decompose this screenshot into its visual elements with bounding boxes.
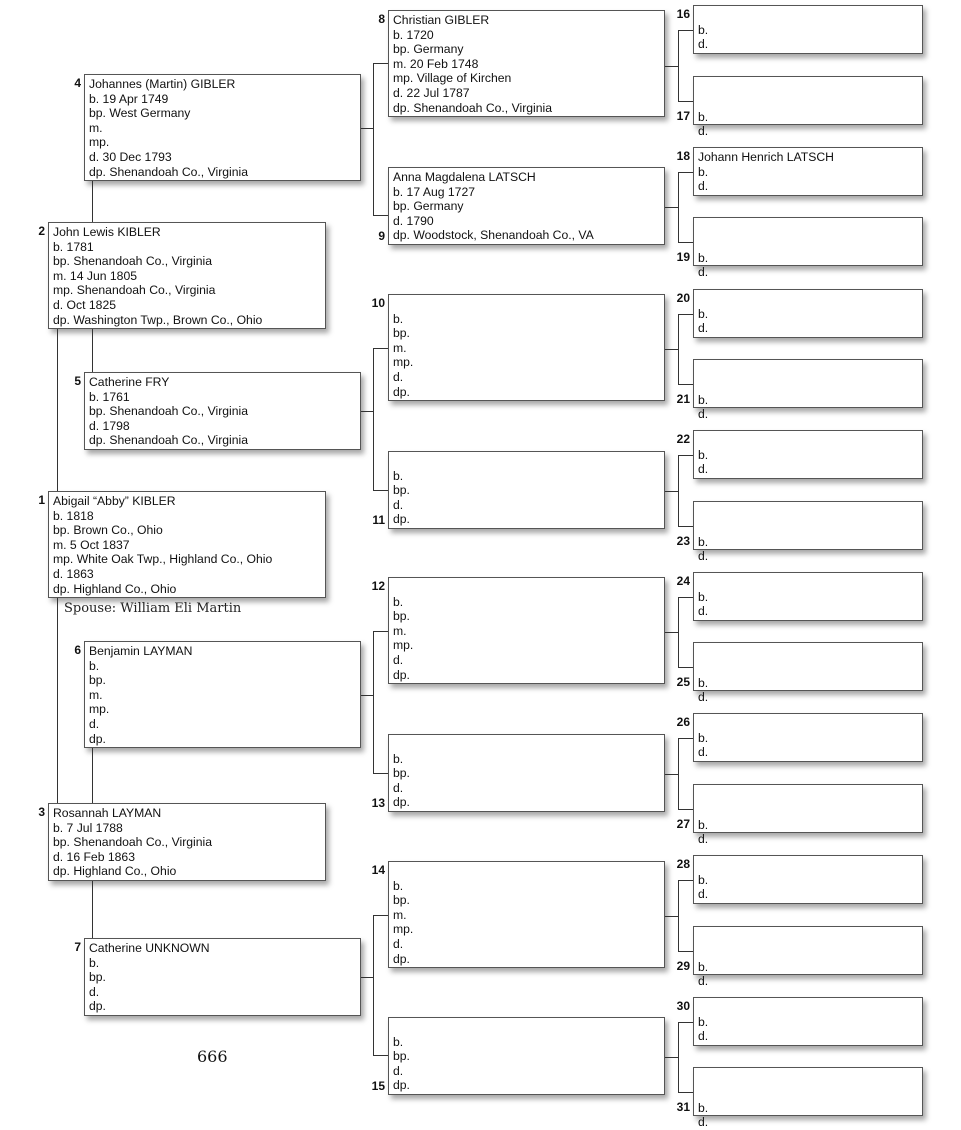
- person-number: 14: [371, 863, 385, 877]
- person-box-23[interactable]: [693, 501, 923, 564]
- connector-line: [678, 597, 679, 667]
- blank-name-line: [698, 858, 918, 873]
- connector-line: [373, 773, 388, 774]
- person-fact: b.: [393, 468, 404, 483]
- person-fact: d.: [393, 780, 404, 795]
- connector-line: [678, 1022, 693, 1023]
- person-fact: bp. Shenandoah Co., Virginia: [53, 254, 213, 269]
- blank-name-line: [393, 864, 660, 879]
- person-number: 6: [74, 643, 81, 657]
- person-number: 8: [378, 12, 385, 26]
- connector-line: [373, 631, 388, 632]
- person-fact: m.: [393, 907, 407, 922]
- person-fact: d.: [698, 690, 709, 705]
- person-fact: b.: [393, 1034, 404, 1049]
- person-fact: d. 16 Feb 1863: [53, 849, 135, 864]
- person-box-7[interactable]: [84, 938, 361, 1016]
- connector-line: [373, 63, 388, 64]
- person-fact: bp.: [393, 893, 410, 908]
- person-fact: d. 22 Jul 1787: [393, 85, 470, 100]
- person-box-5[interactable]: [84, 372, 361, 450]
- blank-name-line: [698, 661, 918, 676]
- person-fact: b.: [698, 534, 709, 549]
- person-name: Johannes (Martin) GIBLER: [89, 77, 236, 91]
- person-fact: d.: [393, 1063, 404, 1078]
- person-box-25[interactable]: [693, 642, 923, 705]
- connector-line: [678, 101, 693, 102]
- connector-line: [373, 348, 388, 349]
- person-fact: b.: [698, 872, 709, 887]
- connector-line: [678, 314, 679, 384]
- person-fact: mp. Shenandoah Co., Virginia: [53, 283, 216, 298]
- person-name: Anna Magdalena LATSCH: [393, 170, 536, 184]
- spouse-label: Spouse: William Eli Martin: [64, 601, 242, 616]
- person-fact: m. 14 Jun 1805: [53, 268, 138, 283]
- person-fact: mp. White Oak Twp., Highland Co., Ohio: [53, 552, 273, 567]
- connector-line: [678, 1092, 693, 1093]
- connector-line: [92, 329, 93, 372]
- person-fact: d.: [698, 1029, 709, 1044]
- person-fact: mp. Village of Kirchen: [393, 71, 512, 86]
- blank-name-line: [393, 454, 660, 469]
- person-number: 9: [378, 229, 385, 243]
- person-fact: bp.: [393, 609, 410, 624]
- person-fact: b.: [698, 109, 709, 124]
- page-number: 666: [197, 1047, 228, 1066]
- person-box-3[interactable]: [48, 803, 326, 881]
- person-box-18[interactable]: [693, 147, 923, 196]
- person-name: Johann Henrich LATSCH: [698, 150, 834, 164]
- person-number: 25: [676, 675, 690, 689]
- person-fact: d.: [698, 549, 709, 564]
- person-fact: b.: [393, 594, 404, 609]
- person-fact: dp. Washington Twp., Brown Co., Ohio: [53, 312, 263, 327]
- person-number: 31: [676, 1100, 690, 1114]
- connector-line: [373, 63, 374, 215]
- person-fact: dp. Highland Co., Ohio: [53, 581, 177, 596]
- connector-line: [678, 455, 693, 456]
- person-box-27[interactable]: [693, 784, 923, 847]
- person-fact: bp. Brown Co., Ohio: [53, 523, 163, 538]
- connector-line: [373, 1055, 388, 1056]
- person-fact: b.: [698, 447, 709, 462]
- person-fact: d.: [698, 1115, 709, 1130]
- connector-line: [678, 738, 679, 809]
- person-fact: d. Oct 1825: [53, 297, 117, 312]
- person-fact: d.: [89, 984, 100, 999]
- person-box-20[interactable]: [693, 289, 923, 338]
- person-box-10[interactable]: [388, 294, 665, 401]
- person-number: 23: [676, 534, 690, 548]
- connector-line: [678, 314, 693, 315]
- person-number: 21: [676, 392, 690, 406]
- person-number: 22: [676, 432, 690, 446]
- person-fact: m. 5 Oct 1837: [53, 537, 130, 552]
- person-fact: m. 20 Feb 1748: [393, 56, 479, 71]
- person-fact: mp.: [89, 135, 110, 150]
- person-fact: b.: [393, 751, 404, 766]
- person-number: 11: [372, 513, 385, 527]
- person-fact: d.: [393, 652, 404, 667]
- blank-name-line: [698, 945, 918, 960]
- person-box-16[interactable]: [693, 5, 923, 54]
- person-fact: bp.: [393, 1049, 410, 1064]
- person-fact: bp. Shenandoah Co., Virginia: [89, 404, 249, 419]
- person-box-26[interactable]: [693, 713, 923, 762]
- person-fact: dp. Woodstock, Shenandoah Co., VA: [393, 228, 594, 243]
- connector-line: [678, 1022, 679, 1092]
- person-fact: m.: [89, 120, 103, 135]
- connector-line: [92, 181, 93, 222]
- person-fact: d.: [698, 832, 709, 847]
- person-fact: b. 1781: [53, 239, 94, 254]
- person-fact: b.: [698, 675, 709, 690]
- person-fact: b. 7 Jul 1788: [53, 820, 123, 835]
- person-name: Rosannah LAYMAN: [53, 806, 162, 820]
- person-box-11[interactable]: [388, 451, 665, 529]
- blank-name-line: [698, 378, 918, 393]
- person-fact: dp.: [393, 951, 410, 966]
- person-fact: d. 1863: [53, 566, 94, 581]
- connector-line: [678, 30, 679, 101]
- person-box-22[interactable]: [693, 430, 923, 479]
- person-number: 5: [74, 374, 81, 388]
- person-box-30[interactable]: [693, 997, 923, 1046]
- blank-name-line: [393, 737, 660, 752]
- person-number: 13: [371, 796, 385, 810]
- person-box-13[interactable]: [388, 734, 665, 812]
- person-number: 20: [676, 291, 690, 305]
- person-box-4[interactable]: [84, 74, 361, 181]
- connector-line: [373, 915, 388, 916]
- person-fact: dp.: [393, 1078, 410, 1093]
- person-fact: b.: [698, 164, 709, 179]
- person-fact: dp.: [89, 999, 106, 1014]
- person-number: 1: [38, 493, 45, 507]
- connector-line: [678, 30, 693, 31]
- connector-line: [678, 242, 693, 243]
- person-fact: dp.: [393, 384, 410, 399]
- blank-name-line: [393, 580, 660, 595]
- person-fact: bp.: [89, 673, 106, 688]
- connector-line: [92, 748, 93, 803]
- person-number: 4: [74, 76, 81, 90]
- person-fact: bp.: [393, 326, 410, 341]
- connector-line: [665, 774, 678, 775]
- blank-name-line: [698, 575, 918, 590]
- connector-line: [678, 809, 693, 810]
- connector-line: [678, 667, 693, 668]
- person-fact: d.: [698, 321, 709, 336]
- connector-line: [373, 915, 374, 1055]
- person-fact: b. 1720: [393, 27, 434, 42]
- person-number: 16: [676, 7, 690, 21]
- person-fact: d. 1790: [393, 213, 434, 228]
- connector-line: [361, 411, 373, 412]
- person-fact: d.: [698, 179, 709, 194]
- person-fact: b.: [698, 817, 709, 832]
- connector-line: [665, 349, 678, 350]
- connector-line: [678, 455, 679, 526]
- blank-name-line: [698, 236, 918, 251]
- person-fact: b.: [698, 1014, 709, 1029]
- blank-name-line: [698, 520, 918, 535]
- person-fact: dp.: [393, 667, 410, 682]
- person-fact: bp. West Germany: [89, 106, 191, 121]
- person-box-28[interactable]: [693, 855, 923, 904]
- person-box-12[interactable]: [388, 577, 665, 684]
- connector-line: [678, 172, 679, 242]
- person-box-1[interactable]: [48, 491, 326, 598]
- person-number: 19: [676, 250, 690, 264]
- person-box-9[interactable]: [388, 167, 665, 245]
- blank-name-line: [698, 95, 918, 110]
- connector-line: [57, 598, 58, 803]
- connector-line: [678, 880, 693, 881]
- blank-name-line: [698, 292, 918, 307]
- person-fact: mp.: [393, 922, 414, 937]
- connector-line: [678, 951, 693, 952]
- person-fact: dp.: [89, 731, 106, 746]
- person-fact: mp.: [89, 702, 110, 717]
- blank-name-line: [698, 1000, 918, 1015]
- blank-name-line: [698, 433, 918, 448]
- connector-line: [373, 215, 388, 216]
- person-fact: mp.: [393, 355, 414, 370]
- blank-name-line: [698, 716, 918, 731]
- person-number: 30: [676, 999, 690, 1013]
- person-fact: d.: [698, 124, 709, 139]
- connector-line: [373, 348, 374, 490]
- person-number: 10: [371, 296, 385, 310]
- person-number: 29: [676, 959, 690, 973]
- person-box-31[interactable]: [693, 1067, 923, 1130]
- connector-line: [665, 207, 678, 208]
- person-fact: d.: [89, 716, 100, 731]
- person-name: John Lewis KIBLER: [53, 225, 161, 239]
- person-box-29[interactable]: [693, 926, 923, 989]
- person-fact: d.: [698, 37, 709, 52]
- person-fact: bp. Germany: [393, 199, 464, 214]
- person-fact: d.: [698, 407, 709, 422]
- person-fact: d.: [698, 974, 709, 989]
- person-fact: b. 1818: [53, 508, 94, 523]
- person-fact: dp. Shenandoah Co., Virginia: [89, 164, 249, 179]
- connector-line: [665, 491, 678, 492]
- person-box-14[interactable]: [388, 861, 665, 968]
- person-box-15[interactable]: [388, 1017, 665, 1095]
- person-fact: d.: [698, 745, 709, 760]
- person-number: 7: [74, 940, 81, 954]
- person-number: 18: [676, 149, 690, 163]
- person-number: 15: [371, 1079, 385, 1093]
- connector-line: [678, 172, 693, 173]
- person-fact: bp.: [89, 970, 106, 985]
- person-fact: m.: [393, 623, 407, 638]
- person-box-8[interactable]: [388, 10, 665, 117]
- person-number: 26: [676, 715, 690, 729]
- person-box-17[interactable]: [693, 76, 923, 139]
- person-fact: b.: [698, 1100, 709, 1115]
- person-fact: b.: [89, 955, 100, 970]
- person-fact: d.: [698, 887, 709, 902]
- person-fact: d.: [698, 604, 709, 619]
- person-number: 3: [38, 805, 45, 819]
- person-fact: bp.: [393, 483, 410, 498]
- connector-line: [678, 880, 679, 951]
- connector-line: [678, 384, 693, 385]
- person-fact: b.: [698, 392, 709, 407]
- person-box-24[interactable]: [693, 572, 923, 621]
- person-fact: bp. Germany: [393, 42, 464, 57]
- blank-name-line: [698, 803, 918, 818]
- blank-name-line: [698, 1086, 918, 1101]
- connector-line: [678, 597, 693, 598]
- blank-name-line: [698, 8, 918, 23]
- person-name: Christian GIBLER: [393, 13, 490, 27]
- connector-line: [665, 1057, 678, 1058]
- person-fact: b.: [698, 589, 709, 604]
- person-name: Catherine FRY: [89, 375, 170, 389]
- person-fact: b. 1761: [89, 389, 130, 404]
- connector-line: [678, 526, 693, 527]
- connector-line: [665, 632, 678, 633]
- person-number: 27: [676, 817, 690, 831]
- person-fact: b.: [698, 730, 709, 745]
- person-box-2[interactable]: [48, 222, 326, 329]
- person-fact: d. 30 Dec 1793: [89, 149, 172, 164]
- person-fact: b.: [393, 311, 404, 326]
- person-number: 2: [38, 224, 45, 238]
- person-fact: m.: [89, 687, 103, 702]
- person-fact: bp. Shenandoah Co., Virginia: [53, 835, 213, 850]
- person-fact: d.: [393, 497, 404, 512]
- person-fact: dp. Highland Co., Ohio: [53, 864, 177, 879]
- person-fact: dp. Shenandoah Co., Virginia: [89, 433, 249, 448]
- person-fact: b.: [698, 250, 709, 265]
- connector-line: [361, 977, 373, 978]
- person-fact: b.: [698, 959, 709, 974]
- person-fact: dp.: [393, 512, 410, 527]
- connector-line: [665, 916, 678, 917]
- person-fact: d.: [393, 936, 404, 951]
- person-fact: b. 19 Apr 1749: [89, 91, 169, 106]
- person-fact: b.: [393, 878, 404, 893]
- person-fact: b.: [698, 22, 709, 37]
- connector-line: [373, 490, 388, 491]
- person-name: Abigail “Abby” KIBLER: [53, 494, 176, 508]
- person-number: 24: [676, 574, 690, 588]
- person-fact: d. 1798: [89, 418, 130, 433]
- person-number: 12: [371, 579, 385, 593]
- person-fact: mp.: [393, 638, 414, 653]
- person-fact: b.: [89, 658, 100, 673]
- connector-line: [361, 128, 373, 129]
- person-box-21[interactable]: [693, 359, 923, 422]
- connector-line: [373, 631, 374, 773]
- person-fact: d.: [698, 265, 709, 280]
- person-fact: b.: [698, 306, 709, 321]
- person-name: Benjamin LAYMAN: [89, 644, 193, 658]
- person-box-6[interactable]: [84, 641, 361, 748]
- connector-line: [665, 66, 678, 67]
- person-number: 17: [676, 109, 690, 123]
- person-fact: dp.: [393, 795, 410, 810]
- person-number: 28: [676, 857, 690, 871]
- connector-line: [57, 329, 58, 491]
- blank-name-line: [393, 1020, 660, 1035]
- person-fact: d.: [698, 462, 709, 477]
- connector-line: [92, 881, 93, 938]
- person-box-19[interactable]: [693, 217, 923, 280]
- connector-line: [361, 695, 373, 696]
- person-fact: dp. Shenandoah Co., Virginia: [393, 100, 553, 115]
- person-name: Catherine UNKNOWN: [89, 941, 210, 955]
- blank-name-line: [393, 297, 660, 312]
- person-fact: m.: [393, 340, 407, 355]
- person-fact: bp.: [393, 766, 410, 781]
- person-fact: b. 17 Aug 1727: [393, 184, 476, 199]
- person-fact: d.: [393, 369, 404, 384]
- connector-line: [678, 738, 693, 739]
